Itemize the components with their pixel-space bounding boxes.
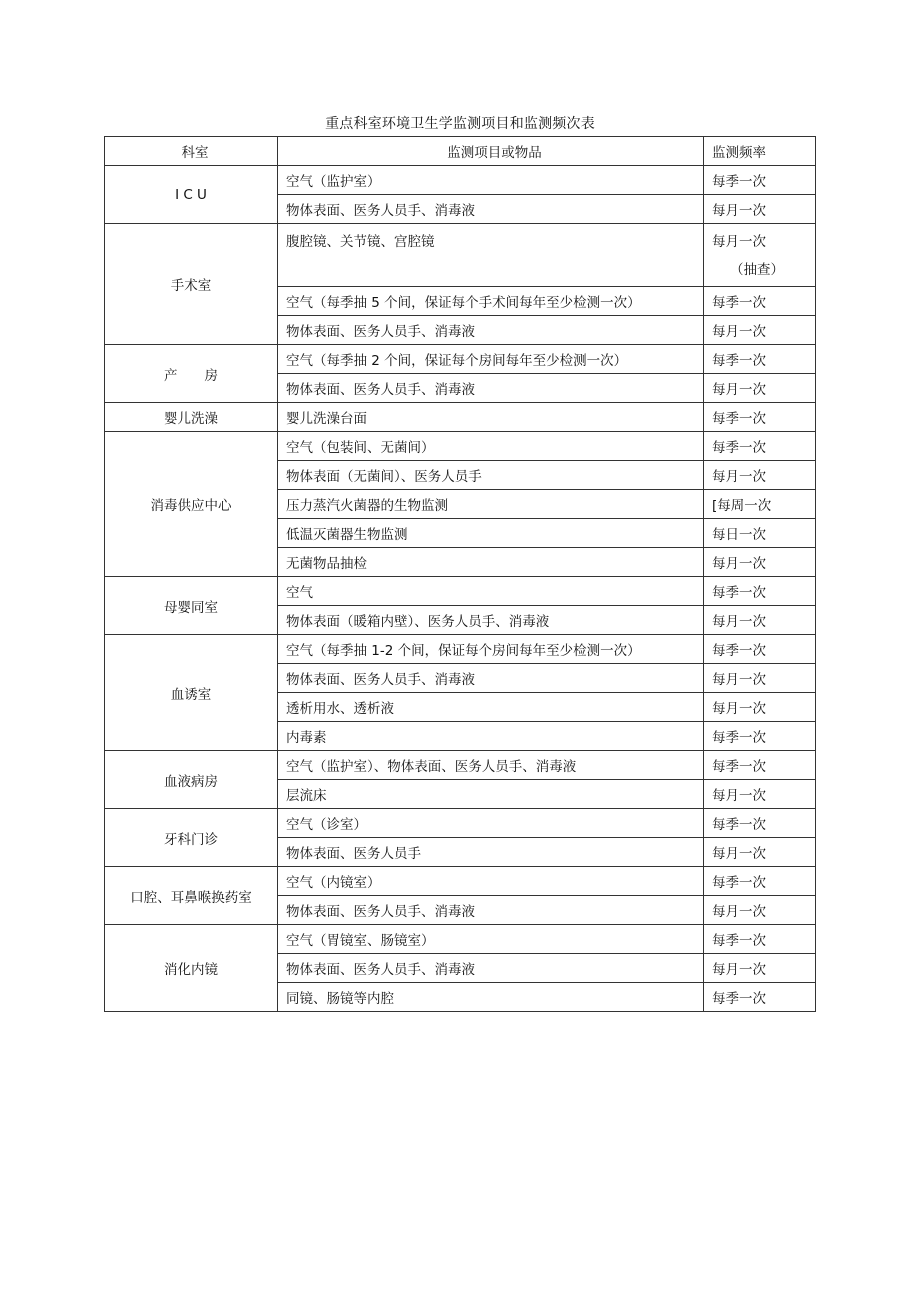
frequency-cell: 每季一次 (704, 403, 816, 432)
item-cell: 空气（每季抽 2 个间，保证每个房间每年至少检测一次） (278, 345, 704, 374)
frequency-cell: 每月一次 (704, 374, 816, 403)
department-cell: 口腔、耳鼻喉换药室 (105, 867, 278, 925)
table-row (105, 224, 816, 287)
item-cell: 物体表面、医务人员手、消毒液 (278, 316, 704, 345)
item-cell: 空气（内镜室） (278, 867, 704, 896)
item-cell: 物体表面、医务人员手、消毒液 (278, 896, 704, 925)
item-cell: 内毒素 (278, 722, 704, 751)
frequency-cell: 每季一次 (704, 925, 816, 954)
table-row (105, 577, 816, 606)
department-cell: 手术室 (105, 224, 278, 345)
item-cell: 空气 (278, 577, 704, 606)
item-cell: 低温灭菌器生物监测 (278, 519, 704, 548)
frequency-cell: 每月一次 (704, 195, 816, 224)
item-cell: 物体表面、医务人员手 (278, 838, 704, 867)
table-row (105, 751, 816, 780)
item-cell: 物体表面、医务人员手、消毒液 (278, 374, 704, 403)
frequency-cell: 每月一次 (704, 548, 816, 577)
header-department: 科室 (105, 137, 278, 166)
frequency-cell: 每季一次 (704, 722, 816, 751)
header-frequency: 监测频率 (704, 137, 816, 166)
frequency-cell: 每季一次 (704, 751, 816, 780)
table-body (105, 166, 816, 1012)
table-row (105, 403, 816, 432)
frequency-cell: 每季一次 (704, 287, 816, 316)
frequency-cell: 每月一次 (704, 780, 816, 809)
item-cell: 物体表面、医务人员手、消毒液 (278, 954, 704, 983)
item-cell: 无菌物品抽检 (278, 548, 704, 577)
frequency-cell: 每季一次 (704, 345, 816, 374)
item-cell: 同镜、肠镜等内腔 (278, 983, 704, 1012)
department-cell: 牙科门诊 (105, 809, 278, 867)
department-cell: 母婴同室 (105, 577, 278, 635)
department-cell: 产 房 (105, 345, 278, 403)
frequency-cell: 每季一次 (704, 577, 816, 606)
frequency-cell: 每月一次 (704, 316, 816, 345)
monitoring-table (104, 136, 816, 1012)
item-cell: 物体表面、医务人员手、消毒液 (278, 664, 704, 693)
item-cell: 空气（每季抽 5 个间，保证每个手术间每年至少检测一次） (278, 287, 704, 316)
table-header-row (105, 137, 816, 166)
item-cell: 透析用水、透析液 (278, 693, 704, 722)
frequency-cell: 每月一次 (704, 461, 816, 490)
item-cell: 压力蒸汽火菌器的生物监测 (278, 490, 704, 519)
item-cell: 空气（胃镜室、肠镜室） (278, 925, 704, 954)
department-cell: 消化内镜 (105, 925, 278, 1012)
frequency-note: （抽查） (730, 262, 784, 278)
frequency-cell: 每季一次 (704, 867, 816, 896)
frequency-cell: 每季一次 (704, 983, 816, 1012)
frequency-cell: 每季一次 (704, 635, 816, 664)
frequency-cell: 每月一次 (704, 606, 816, 635)
department-cell: 血液病房 (105, 751, 278, 809)
table-row (105, 635, 816, 664)
frequency-cell (704, 224, 816, 287)
frequency-cell: 每月一次 (704, 838, 816, 867)
item-cell: 层流床 (278, 780, 704, 809)
item-cell: 婴儿洗澡台面 (278, 403, 704, 432)
frequency-cell: 每季一次 (704, 432, 816, 461)
item-cell: 腹腔镜、关节镜、宫腔镜 (278, 224, 704, 287)
frequency-cell: [每周一次 (704, 490, 816, 519)
frequency-cell: 每月一次 (704, 693, 816, 722)
frequency-cell: 每月一次 (704, 954, 816, 983)
frequency-text: 每月一次 (712, 234, 766, 250)
item-cell: 物体表面（无菌间）、医务人员手 (278, 461, 704, 490)
table-row (105, 432, 816, 461)
department-cell: 血诱室 (105, 635, 278, 751)
department-cell: I C U (105, 166, 278, 224)
header-item: 监测项目或物品 (278, 137, 704, 166)
frequency-cell: 每日一次 (704, 519, 816, 548)
item-cell: 空气（包装间、无菌间） (278, 432, 704, 461)
table-row (105, 166, 816, 195)
frequency-cell: 每季一次 (704, 809, 816, 838)
item-cell: 空气（监护室） (278, 166, 704, 195)
table-row (105, 345, 816, 374)
department-cell: 婴儿洗澡 (105, 403, 278, 432)
department-cell: 消毒供应中心 (105, 432, 278, 577)
table-row (105, 867, 816, 896)
frequency-cell: 每月一次 (704, 664, 816, 693)
frequency-cell: 每季一次 (704, 166, 816, 195)
item-cell: 空气（监护室）、物体表面、医务人员手、消毒液 (278, 751, 704, 780)
table-row (105, 809, 816, 838)
item-cell: 空气（每季抽 1-2 个间，保证每个房间每年至少检测一次） (278, 635, 704, 664)
page-title: 重点科室环境卫生学监测项目和监测频次表 (325, 116, 595, 132)
table-row (105, 925, 816, 954)
item-cell: 空气（诊室） (278, 809, 704, 838)
frequency-cell: 每月一次 (704, 896, 816, 925)
item-cell: 物体表面、医务人员手、消毒液 (278, 195, 704, 224)
item-cell: 物体表面（暖箱内壁）、医务人员手、消毒液 (278, 606, 704, 635)
